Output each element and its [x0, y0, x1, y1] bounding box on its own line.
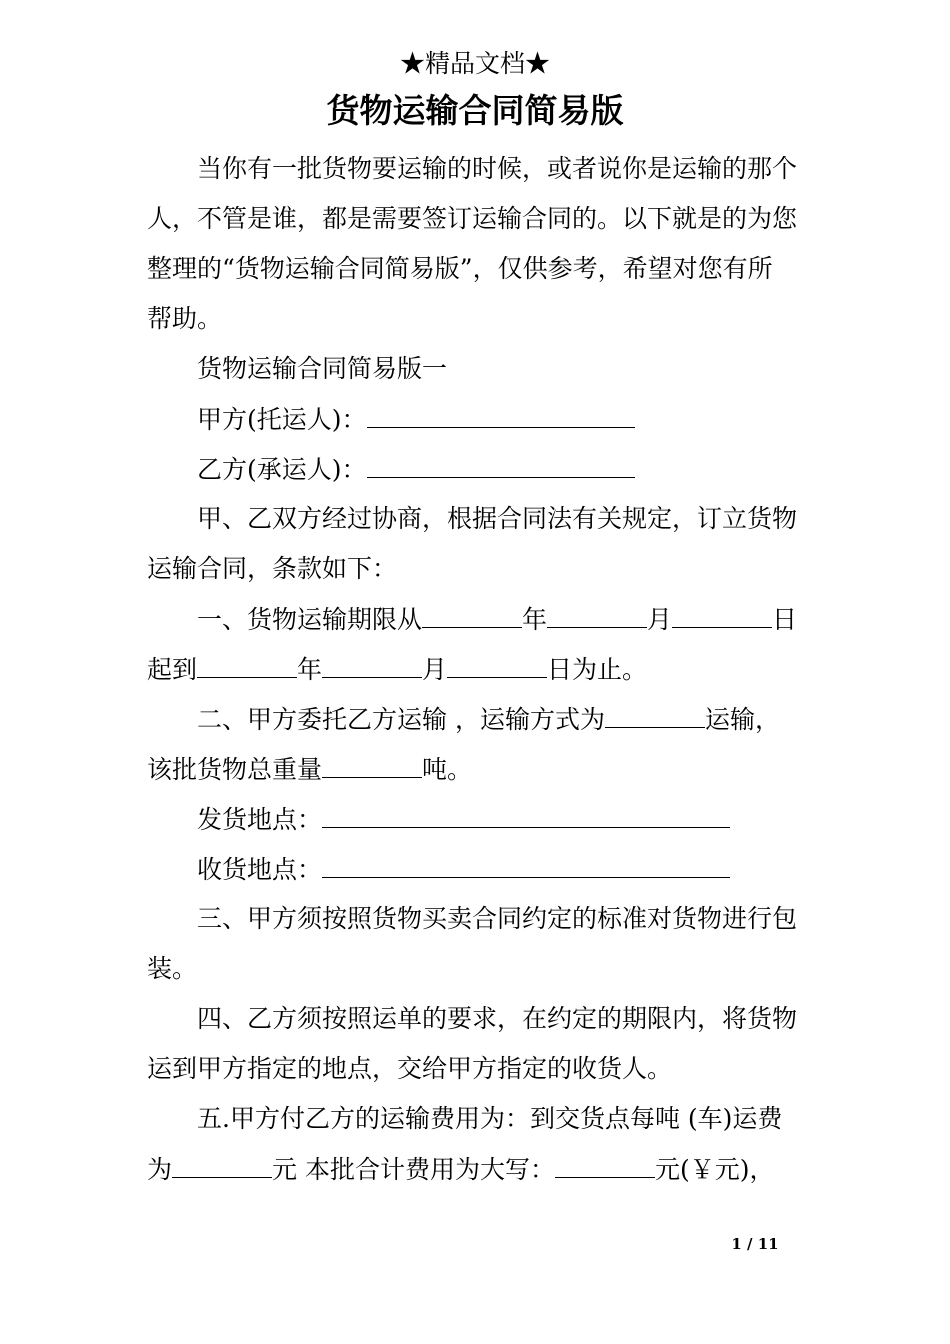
clause2-line-1: [197, 701, 780, 738]
party-b-label: 乙方(承运人)：: [197, 455, 367, 484]
clause2-method-blank: [605, 701, 705, 728]
clause2-prefix: 二、甲方委托乙方运输 ，运输方式为: [197, 705, 605, 734]
ship-from-label: 发货地点：: [197, 805, 323, 834]
clause4-line-2: 运到甲方指定的地点，交给甲方指定的收货人。: [147, 1054, 673, 1083]
clause1-line2-prefix: 起到: [147, 655, 198, 684]
clause1-year-label: 年: [522, 605, 548, 634]
clause1-end-year-label: 年: [297, 655, 323, 684]
clause1-day-label: 日: [772, 605, 798, 634]
clause2-line-2: [147, 751, 472, 788]
intro-line-2: 人，不管是谁，都是需要签订运输合同的。以下就是的为您: [147, 204, 798, 233]
clause5-line-2: [147, 1151, 774, 1188]
clause1-month-label: 月: [647, 605, 673, 634]
header-mark: ★精品文档★: [399, 49, 550, 78]
ship-to-blank: [322, 851, 730, 878]
clause1-line-1: [197, 601, 797, 638]
page-number: 1 / 11: [731, 1235, 779, 1253]
clause1-day-blank: [672, 601, 772, 628]
intro-line-1: 当你有一批货物要运输的时候，或者说你是运输的那个: [197, 154, 798, 183]
ship-to-row: [197, 851, 730, 888]
party-a-label: 甲方(托运人)：: [197, 405, 367, 434]
party-b-row: [197, 451, 635, 488]
clause1-end-month-blank: [322, 651, 422, 678]
clause2-line2-suffix: 吨。: [422, 755, 473, 784]
agreement-line-2: 运输合同，条款如下：: [147, 554, 398, 583]
clause5-total-blank: [555, 1151, 655, 1178]
clause1-end-year-blank: [197, 651, 297, 678]
clause5-line2-prefix: 为: [147, 1155, 173, 1184]
clause1-prefix: 一、货物运输期限从: [197, 605, 423, 634]
agreement-line-1: 甲、乙双方经过协商，根据合同法有关规定，订立货物: [197, 504, 798, 533]
party-b-blank: [367, 451, 635, 478]
clause1-end-day-blank: [447, 651, 547, 678]
ship-to-label: 收货地点：: [197, 855, 323, 884]
party-a-row: [197, 401, 635, 438]
clause1-month-blank: [547, 601, 647, 628]
document-title: 货物运输合同简易版: [326, 91, 624, 130]
clause1-line-2: [147, 651, 647, 688]
clause2-weight-blank: [322, 751, 422, 778]
clause3-line-2: 装。: [147, 954, 198, 983]
clause5-line-1: 五.甲方付乙方的运输费用为：到交货点每吨 (车)运费: [197, 1104, 783, 1133]
section-title: 货物运输合同简易版一: [197, 354, 448, 383]
ship-from-blank: [322, 801, 730, 828]
clause2-suffix: 运输，: [704, 705, 780, 734]
party-a-blank: [367, 401, 635, 428]
clause5-line2-suffix: 元(￥元)，: [654, 1155, 775, 1184]
clause1-end-month-label: 月: [422, 655, 448, 684]
clause1-line2-suffix: 日为止。: [547, 655, 648, 684]
ship-from-row: [197, 801, 730, 838]
intro-line-3: 整理的“货物运输合同简易版”，仅供参考，希望对您有所: [147, 254, 773, 283]
clause3-line-1: 三、甲方须按照货物买卖合同约定的标准对货物进行包: [197, 904, 798, 933]
intro-line-4: 帮助。: [147, 304, 223, 333]
clause5-rate-blank: [172, 1151, 272, 1178]
clause4-line-1: 四、乙方须按照运单的要求，在约定的期限内，将货物: [197, 1004, 798, 1033]
clause5-line2-mid: 元 本批合计费用为大写：: [272, 1155, 555, 1184]
clause2-line2-prefix: 该批货物总重量: [147, 755, 323, 784]
clause1-year-blank: [422, 601, 522, 628]
